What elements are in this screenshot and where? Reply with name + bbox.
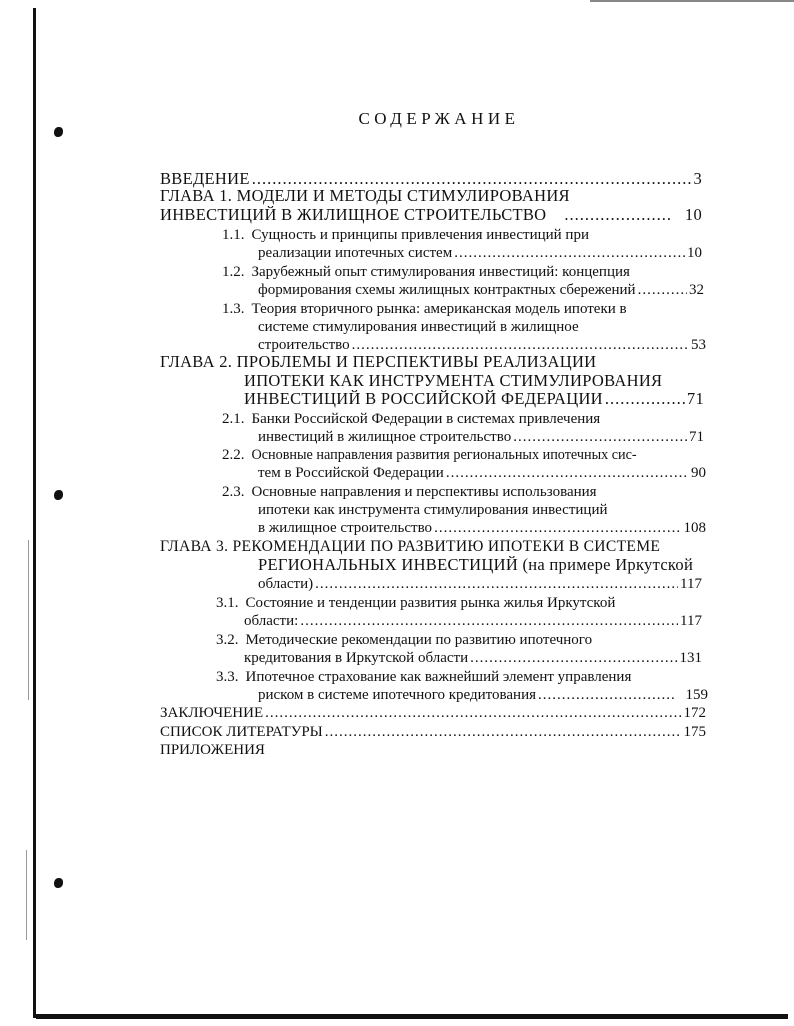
- toc-section-1-1-cont: [258, 244, 702, 262]
- toc-leader-dots: [265, 704, 681, 722]
- toc-entry-text: в жилищное строительство: [258, 520, 433, 536]
- scan-top-mark: [590, 0, 794, 2]
- toc-section-number: 3.3.: [216, 669, 239, 685]
- toc-entry-text: Теория вторичного рынка: американская модель ипотеки в: [251, 301, 627, 317]
- toc-entry-text: ЗАКЛЮЧЕНИЕ: [160, 705, 264, 721]
- punch-hole-mark: [54, 490, 63, 500]
- toc-entry-text: Основные направления развития региональных ипотечных сис-: [251, 447, 637, 463]
- toc-entry-text: Основные направления и перспективы использования: [251, 484, 597, 500]
- toc-section-2-3-cont2: [258, 519, 706, 537]
- toc-page-number: 159: [685, 687, 708, 703]
- toc-section-number: 3.2.: [216, 632, 239, 648]
- toc-entry-text: Ипотечное страхование как важнейший элемент управления: [245, 669, 632, 685]
- toc-leader-dots: [564, 206, 672, 224]
- toc-entry-text: Зарубежный опыт стимулирования инвестиций: концепция: [251, 264, 630, 280]
- toc-section-3-2-cont: [244, 649, 702, 667]
- toc-entry-text: Банки Российской Федерации в системах привлечения: [251, 411, 601, 427]
- toc-page-number: 90: [691, 465, 706, 481]
- toc-entry-text: ГЛАВА 3. РЕКОМЕНДАЦИИ ПО РАЗВИТИЮ ИПОТЕКИ В СИСТЕМЕ: [160, 538, 661, 555]
- toc-leader-dots: [446, 464, 689, 482]
- toc-chapter-3: [160, 538, 702, 556]
- toc-page-number: 175: [683, 724, 706, 740]
- punch-hole-mark: [54, 878, 63, 888]
- toc-leader-dots: [470, 649, 677, 667]
- toc-entry-text: ВВЕДЕНИЕ: [160, 170, 250, 188]
- toc-section-number: 2.3.: [222, 484, 245, 500]
- toc-section-2-3: [222, 483, 702, 501]
- toc-entry-text: ИНВЕСТИЦИЙ В ЖИЛИЩНОЕ СТРОИТЕЛЬСТВО: [160, 206, 547, 224]
- toc-page-number: 10: [684, 206, 702, 224]
- toc-entry-text: области): [258, 576, 314, 592]
- toc-page-number: 53: [691, 337, 706, 353]
- toc-page-number: 71: [686, 390, 704, 408]
- toc-chapter-2-cont2: [244, 390, 704, 408]
- toc-leader-dots: [538, 686, 673, 704]
- toc-entry-text: ИНВЕСТИЦИЙ В РОССИЙСКОЙ ФЕДЕРАЦИИ: [244, 390, 603, 408]
- toc-leader-dots: [252, 170, 692, 188]
- toc-section-number: 1.3.: [222, 301, 245, 317]
- toc-chapter-3-cont: [258, 556, 702, 574]
- toc-leader-dots: [325, 723, 682, 741]
- toc-page-number: 71: [689, 429, 704, 445]
- toc-chapter-2: [160, 353, 702, 371]
- toc-entry-bibliography: [160, 723, 706, 741]
- toc-page-number: 117: [680, 613, 702, 629]
- toc-entry-text: реализации ипотечных систем: [258, 245, 453, 261]
- toc-entry-text: Состояние и тенденции развития рынка жилья Иркутской: [245, 595, 616, 611]
- toc-section-2-3-cont: [258, 501, 702, 519]
- toc-entry-text: области:: [244, 613, 299, 629]
- toc-section-3-1-cont: [244, 612, 702, 630]
- toc-section-3-3: [216, 668, 702, 686]
- toc-entry-text: строительство: [258, 337, 350, 353]
- toc-section-3-2: [216, 631, 702, 649]
- toc-page-number: 10: [687, 245, 702, 261]
- toc-entry-text: ПРИЛОЖЕНИЯ: [160, 742, 265, 758]
- toc-entry-text: риском в системе ипотечного кредитования: [258, 687, 537, 703]
- toc-section-2-1-cont: [258, 428, 704, 446]
- scan-noise-line: [26, 850, 27, 940]
- toc-page-number: 3: [693, 170, 702, 188]
- toc-section-number: 1.1.: [222, 227, 245, 243]
- toc-section-number: 2.2.: [222, 447, 245, 463]
- toc-leader-dots: [513, 428, 687, 446]
- toc-section-number: 1.2.: [222, 264, 245, 280]
- toc-section-2-2-cont: [258, 464, 706, 482]
- scan-binding-line: [33, 8, 36, 1018]
- page-title: СОДЕРЖАНИЕ: [358, 109, 520, 128]
- toc-entry-text: тем в Российской Федерации: [258, 465, 444, 481]
- toc-entry-text: ГЛАВА 2. ПРОБЛЕМЫ И ПЕРСПЕКТИВЫ РЕАЛИЗАЦИИ: [160, 353, 597, 371]
- toc-leader-dots: [352, 336, 689, 354]
- toc-chapter-2-cont: [244, 372, 702, 390]
- toc-section-3-1: [216, 594, 702, 612]
- toc-entry-text: инвестиций в жилищное строительство: [258, 429, 512, 445]
- toc-page-number: 108: [683, 520, 706, 536]
- toc-section-1-2: [222, 263, 702, 281]
- toc-page-number: 172: [683, 705, 706, 721]
- toc-leader-dots: [434, 519, 681, 537]
- toc-section-number: 3.1.: [216, 595, 239, 611]
- toc-entry-text: ИПОТЕКИ КАК ИНСТРУМЕНТА СТИМУЛИРОВАНИЯ: [244, 372, 663, 390]
- toc-section-3-3-cont: [258, 686, 708, 704]
- toc-chapter-1: [160, 187, 702, 205]
- toc-leader-dots: [605, 390, 685, 408]
- toc-entry-conclusion: [160, 704, 706, 722]
- toc-page-number: 32: [689, 282, 704, 298]
- toc-leader-dots: [638, 281, 687, 299]
- toc-section-1-1: [222, 226, 702, 244]
- toc-chapter-3-cont2: [258, 575, 702, 593]
- toc-entry-intro: [160, 170, 702, 188]
- toc-leader-dots: [300, 612, 678, 630]
- toc-section-1-3-cont: [258, 318, 702, 336]
- toc-page-number: 131: [679, 650, 702, 666]
- toc-leader-dots: [315, 575, 678, 593]
- toc-entry-text: Сущность и принципы привлечения инвестиций при: [251, 227, 589, 243]
- toc-section-1-2-cont: [258, 281, 704, 299]
- toc-entry-text: Методические рекомендации по развитию ипотечного: [245, 632, 593, 648]
- toc-entry-text: ипотеки как инструмента стимулирования инвестиций: [258, 502, 608, 518]
- toc-entry-text: системе стимулирования инвестиций в жилищное: [258, 319, 579, 335]
- toc-section-1-3: [222, 300, 702, 318]
- toc-entry-text: кредитования в Иркутской области: [244, 650, 469, 666]
- toc-chapter-1-cont: [160, 206, 702, 224]
- toc-entry-text: ГЛАВА 1. МОДЕЛИ И МЕТОДЫ СТИМУЛИРОВАНИЯ: [160, 187, 570, 205]
- toc-entry-text: формирования схемы жилищных контрактных сбережений: [258, 282, 636, 298]
- toc-page-number: 117: [680, 576, 702, 592]
- toc-entry-text: СПИСОК ЛИТЕРАТУРЫ: [160, 724, 323, 740]
- toc-entry-appendices: [160, 741, 706, 759]
- toc-entry-text: РЕГИОНАЛЬНЫХ ИНВЕСТИЦИЙ (на примере Иркутской: [258, 556, 694, 574]
- toc-section-2-1: [222, 410, 702, 428]
- toc-section-number: 2.1.: [222, 411, 245, 427]
- scan-bottom-line: [36, 1014, 788, 1019]
- scan-noise-line: [28, 540, 29, 700]
- toc-section-1-3-cont2: [258, 336, 706, 354]
- toc-leader-dots: [454, 244, 685, 262]
- toc-section-2-2: [222, 446, 706, 464]
